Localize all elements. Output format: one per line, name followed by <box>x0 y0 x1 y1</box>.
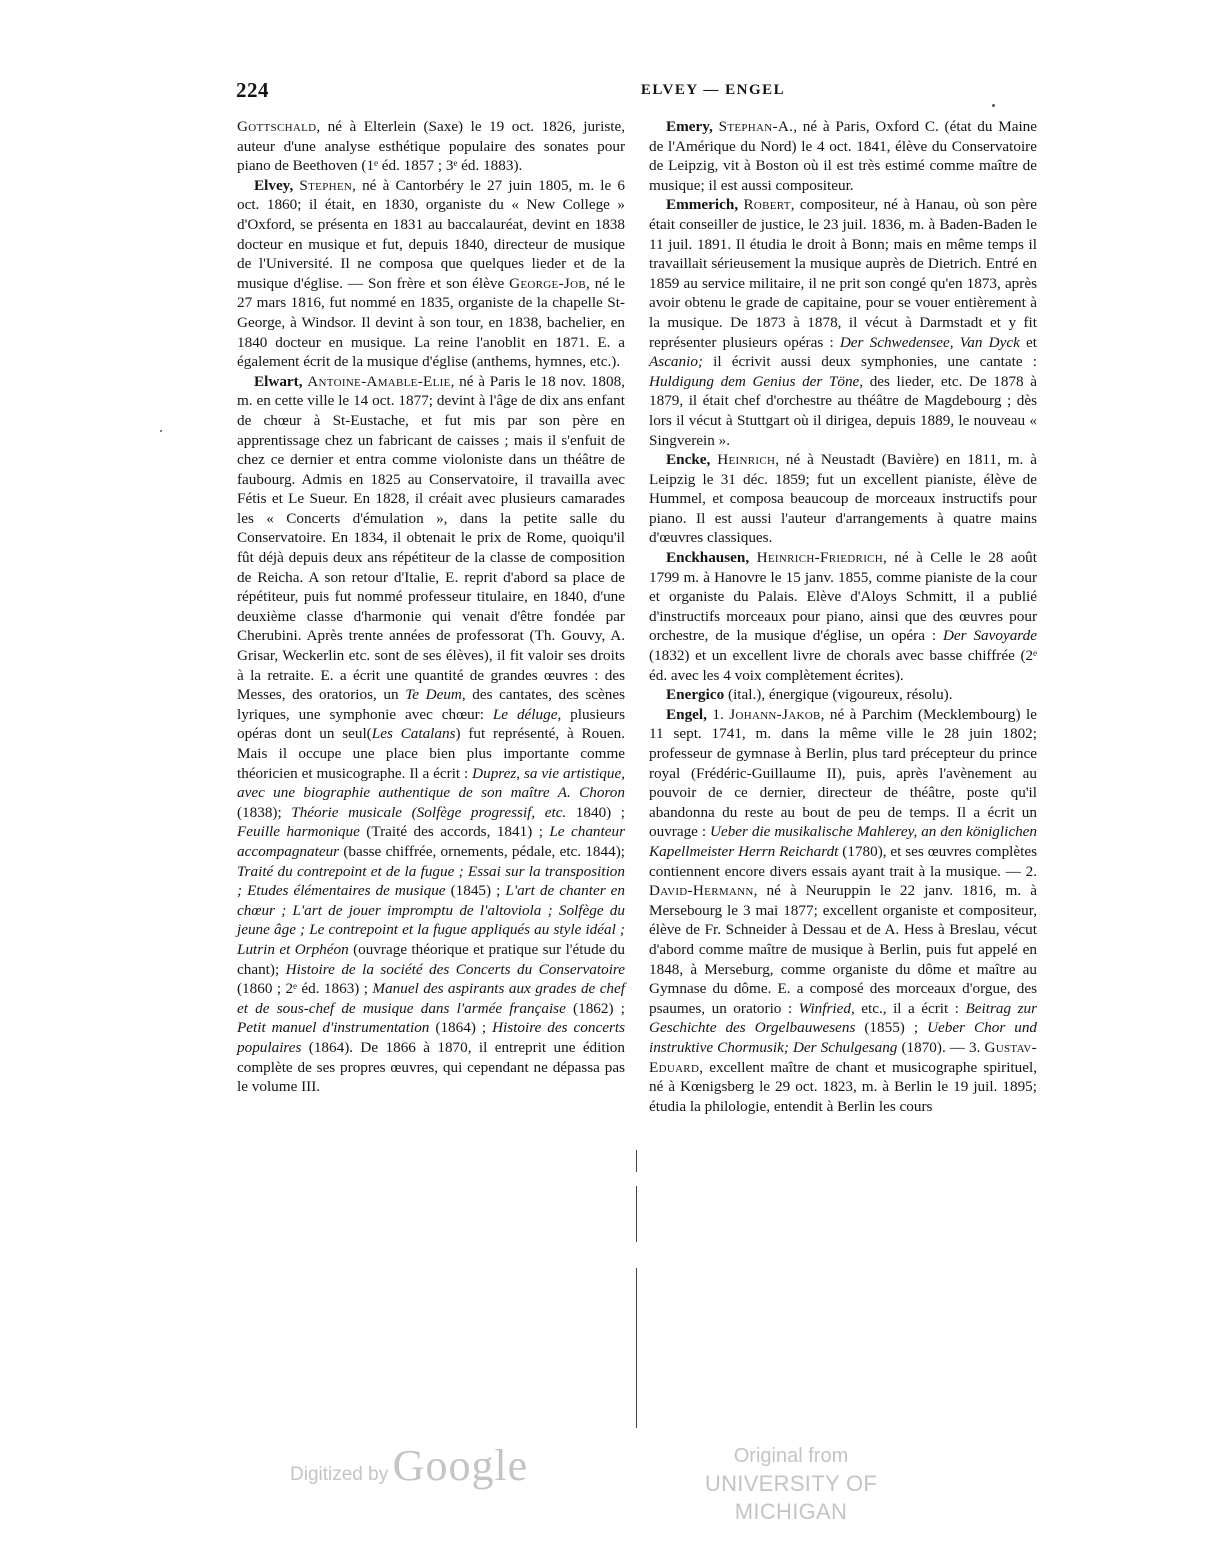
given-name: Robert <box>743 196 791 214</box>
headword: Elvey, <box>254 176 294 194</box>
work-title: Histoire des concerts populaires <box>237 1019 625 1056</box>
page-header <box>236 78 1040 108</box>
entry-text: (1864) ; <box>429 1019 493 1037</box>
entry-encke <box>649 450 1037 548</box>
entry-text: , né à Neuruppin le 22 janv. 1816, m. à Mersebourg le 3 mai 1877; excellent organiste et compositeur, élève de Fr. Schneider à Dessau et de A. Hess à Breslau, vécut d'abord comme maître de musique à Berlin, puis fut appelé en 1848, à Merseburg, comme organiste du dôme et maître au Gymnase du dôme. E. a composé des morceaux d'orgue, des psaumes, un oratorio : <box>649 882 1037 1017</box>
entry-text: (ital.), énergique (vigoureux, résolu). <box>724 686 953 704</box>
entry-text: , né à Neustadt (Bavière) en 1811, m. à Leipzig le 31 déc. 1859; fut un excellent pianiste, élève de Hummel, et composa beaucoup de morceaux instructifs pour piano. Il est aussi l'auteur d'arrangements à quatre mains d'œuvres classiques. <box>649 451 1038 547</box>
watermark-original-text: Original from <box>733 1445 849 1467</box>
given-name: Heinrich <box>717 451 776 469</box>
running-title: ELVEY — ENGEL <box>640 82 786 98</box>
work-title: Duprez, sa vie artistique, avec une biographie authentique de son maître A. Choron <box>237 764 625 802</box>
work-title: Les Catalans <box>371 725 456 743</box>
work-title: Der Schwedensee, Van Dyck <box>839 333 1020 351</box>
entry-text: , des lieder, etc. De 1878 à 1879, il était chef d'orchestre au théâtre de Magdebourg ; dès lors il vécut à Stuttgart où il dirigea, depuis 1889, le nouveau « Singverein ». <box>649 372 1037 449</box>
scan-speck <box>160 430 162 432</box>
given-name: David-Hermann <box>649 882 754 900</box>
google-logo: Google <box>392 1441 529 1490</box>
work-title: Winfried <box>798 999 851 1017</box>
work-title: Petit manuel d'instrumentation <box>237 1019 430 1037</box>
entry-text: (1780), et ses œuvres complètes contiennent encore divers essais ayant trait à la musique. — 2. <box>649 842 1037 880</box>
given-name: Heinrich-Friedrich <box>756 549 884 567</box>
work-title: Huldigung dem Genius der Töne <box>649 372 860 390</box>
entry-text: (Traité des accords, 1841) ; <box>359 823 550 841</box>
headword: Energico <box>666 686 725 704</box>
entry-text: (1855) ; <box>855 1019 928 1037</box>
scan-speck <box>992 104 995 107</box>
entry-text: , etc., il a écrit : <box>850 999 966 1017</box>
entry-text: (1860 ; 2ᵉ éd. 1863) ; <box>237 980 373 998</box>
work-title: Théorie musicale (Solfège progressif, etc. <box>291 803 567 821</box>
work-title: Ueber Chor und instruktive Chormusik; Der Schulgesang <box>649 1019 1038 1056</box>
entry-text: ) fut représenté, à Rouen. Mais il occupe une place bien plus importante comme théoricien et musicographe. Il a écrit : <box>237 725 625 782</box>
work-title: Traité du contrepoint et de la fugue ; Essai sur la transposition ; Etudes élémentaires de musique <box>237 862 625 900</box>
headword: Enckhausen, <box>666 549 750 567</box>
entry-text: , né à Paris, Oxford C. (état du Maine de l'Amérique du Nord) le 4 oct. 1841, élève du Conservatoire de Leipzig, vit à Boston où il est très estimé comme maître de musique; il est aussi compositeur. <box>649 118 1037 194</box>
work-title: Le déluge <box>492 705 558 723</box>
right-column <box>649 117 1037 1116</box>
work-title: Der Savoyarde <box>942 627 1037 645</box>
given-name: Antoine-Amable-Elie <box>307 372 451 390</box>
work-title: Le chanteur accompagnateur <box>237 823 625 860</box>
entry-text: il écrivit aussi deux symphonies, une cantate : <box>703 353 1037 371</box>
entry-text: , né à Celle le 28 août 1799 m. à Hanovre le 15 janv. 1855, comme pianiste de la cour et organiste du Palais. Elève d'Aloys Schmitt, il a publié d'instructifs morceaux pour piano, ainsi que des œuvres pour orchestre, de la musique d'église, un opéra : <box>649 549 1037 645</box>
work-title: Manuel des aspirants aux grades de chef et de sous-chef de musique dans l'armée française <box>237 980 625 1017</box>
work-title: Histoire de la société des Concerts du Conservatoire <box>285 960 626 978</box>
left-column <box>237 117 625 1097</box>
entry-text: (1838); <box>237 803 292 821</box>
entry-text: , né à Parchim (Mecklembourg) le 11 sept. 1741, m. dans la même ville le 28 juin 1802; professeur de gymnase à Berlin, plus tard précepteur du prince royal (Frédéric-Guillaume II), puis, après l'avènement au pouvoir de ce dernier, directeur de théâtre, poste qu'il abandonna du reste au bout de peu de temps. Il a écrit un ouvrage : <box>649 705 1037 841</box>
entry-text: (1832) et un excellent livre de chorals avec basse chiffrée (2ᵉ éd. avec les 4 voix complètement écrites). <box>649 647 1037 684</box>
person-name: Gottschald <box>237 118 317 135</box>
entry-text: (1870). — 3. <box>897 1038 985 1056</box>
headword: Engel, <box>666 705 707 723</box>
headword: Emmerich, <box>666 196 739 214</box>
entry-energico <box>649 685 1037 705</box>
entry-engel <box>649 705 1037 1116</box>
given-name: George-Job <box>509 274 587 292</box>
work-title: Beitrag zur Geschichte des Orgelbauwesens <box>649 999 1037 1037</box>
headword: Elwart, <box>254 372 303 390</box>
work-title: Ueber die musikalische Mahlerey, an den königlichen Kapellmeister Herrn Reichardt <box>649 823 1038 860</box>
entry-text: , né à Elterlein (Saxe) le 19 oct. 1826, juriste, auteur d'une analyse esthétique populaire des sonates pour piano de Beethoven (1ᵉ éd. 1857 ; 3ᵉ éd. 1883). <box>237 118 625 175</box>
given-name: Stephen <box>299 176 353 194</box>
work-title: Te Deum <box>405 686 462 704</box>
column-divider <box>636 1150 637 1172</box>
work-title: Feuille harmonique <box>237 823 360 841</box>
entry-emery <box>649 117 1037 195</box>
given-name: Gustav-Eduard <box>649 1038 1037 1076</box>
original-from-watermark <box>668 1442 914 1526</box>
entry-text: , né le 27 mars 1816, fut nommé en 1835, organiste de la chapelle St-George, à Windsor. Il devint à son tour, en 1838, bachelier, en 1840 docteur en musique. La reine l'anoblit en 1871. E. a également écrit de la musique d'église (anthems, hymnes, etc.). <box>237 274 626 371</box>
digitized-by-watermark <box>290 1440 528 1491</box>
entry-text: , des cantates, des scènes lyriques, une symphonie avec chœur: <box>237 686 625 723</box>
entry-text: (1864). De 1866 à 1870, il entreprit une édition complète de ses propres œuvres, qui cependant ne dépassa pas le volume III. <box>237 1038 625 1096</box>
page-number: 224 <box>236 78 269 102</box>
entry-text: 1. <box>706 705 730 723</box>
given-name: Johann-Jakob <box>729 705 821 723</box>
entry-elvey <box>237 176 625 372</box>
work-title: Ascanio; <box>649 353 703 371</box>
entry-elwart <box>237 372 625 1097</box>
entry-text: 1840) ; <box>566 803 625 821</box>
entry-text: , né à Paris le 18 nov. 1808, m. en cette ville le 14 oct. 1877; devint à l'âge de dix ans enfant de chœur à St-Eustache, et fut mis par son père en apprentissage chez un fabricant de caisses ; mais il s'enfuit de chez ce dernier et entra comme violoniste dans un théâtre de faubourg. Admis en 1825 au Conservatoire, il travailla avec Fétis et Le Sueur. En 1828, il créait avec plusieurs camarades les « Concerts d'émulation », dans la petite salle du Conservatoire. En 1834, il obtenait le prix de Rome, quoiqu'il fût déjà depuis deux ans répétiteur de la classe de composition de Reicha. A son retour d'Italie, E. reprit d'abord sa place de répétiteur, puis fut nommé professeur titulaire, en 1840, d'une deuxième classe d'harmonie qui venait d'être fondée par Cherubini. Après trente années de professorat (Th. Gouvy, A. Grisar, Weckerlin etc. sont de ses élèves), il fit valoir ses droits à la retraite. E. a écrit une quantité de grandes œuvres : des Messes, des oratorios, un <box>237 372 625 704</box>
column-divider <box>636 1186 637 1242</box>
entry-text: , né à Cantorbéry le 27 juin 1805, m. le 6 oct. 1860; il était, en 1830, organiste du « New College » d'Oxford, se présenta en 1831 au baccalauréat, devint en 1838 docteur en musique et fut, depuis 1840, directeur de musique de l'Université. Il ne composa que quelques lieder et de la musique d'église. — Son frère et son élève <box>237 176 625 292</box>
entry-text: (basse chiffrée, ornements, pédale, etc. 1844); <box>339 842 625 860</box>
headword: Emery, <box>666 118 713 135</box>
entry-text: et <box>1019 333 1038 351</box>
column-divider <box>636 1268 637 1428</box>
entry-text: , excellent maître de chant et musicographe spirituel, né à Kœnigsberg le 29 oct. 1823, m. à Berlin le 19 juil. 1895; étudia la philologie, entendit à Berlin les cours <box>649 1058 1037 1115</box>
entry-emmerich <box>649 195 1037 450</box>
entry-text: , compositeur, né à Hanau, où son père était conseiller de justice, le 23 juil. 1836, m. à Baden-Baden le 11 juil. 1891. Il étudia le droit à Bonn; mais en même temps il travaillait sérieusement la musique auprès de Dietrich. Entré en 1859 au service militaire, il ne prit son congé qu'en 1873, après avoir obtenu le grade de capitaine, pour se vouer entièrement à la musique. De 1873 à 1878, il vécut à Darmstadt et y fit représenter plusieurs opéras : <box>649 196 1038 351</box>
work-title: L'art de chanter en chœur ; L'art de jouer impromptu de l'altoviola ; Solfège du jeune âge ; Le contrepoint et la fugue appliqués au style idéal ; Lutrin et Orphéon <box>237 882 625 958</box>
entry-text: (1862) ; <box>565 999 625 1017</box>
entry-text: (1845) ; <box>445 882 506 900</box>
watermark-digitized-text: Digitized by <box>290 1464 389 1485</box>
entry-gottschald-continuation <box>237 117 625 176</box>
given-name: Stephan-A. <box>718 118 794 135</box>
watermark-university-text: UNIVERSITY OF MICHIGAN <box>704 1471 878 1524</box>
headword: Encke, <box>666 451 711 469</box>
entry-enckhausen <box>649 548 1037 685</box>
entry-text: (ouvrage théorique et pratique sur l'étude du chant); <box>237 940 625 978</box>
entry-text: , plusieurs opéras dont un seul( <box>237 705 626 743</box>
